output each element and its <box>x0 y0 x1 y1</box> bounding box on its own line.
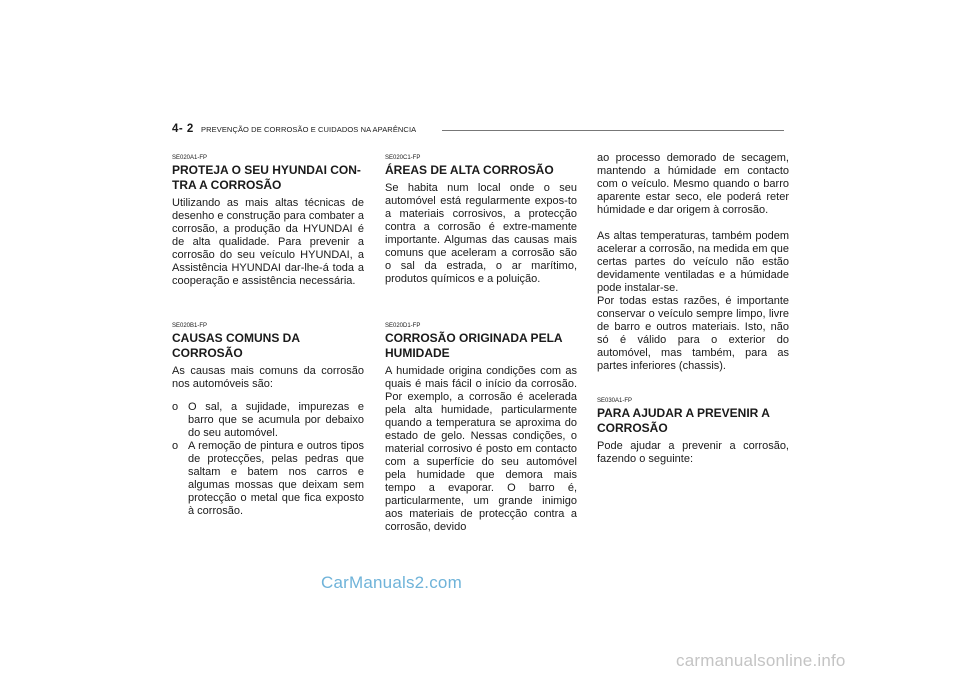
section-code: SE020A1-FP <box>172 155 208 161</box>
section-ajudar <box>597 398 789 466</box>
causes-list <box>172 401 364 518</box>
list-item-text: A remoção de pintura e outros tipos de protecções, pelas pedras que saltam e batem nos carros e algumas mossas que deixam sem protecção o metal que fica exposto à corrosão. <box>188 440 364 517</box>
section-paragraph: Utilizando as mais altas técnicas de desenho e construção para combater a corrosão, a produção da HYUNDAI é de alta qualidade. Para prevenir a corrosão do seu veículo HYUNDAI, a Assistência HYUNDAI dar-lhe-á toda a cooperação e assistência necessária. <box>172 197 364 287</box>
page-header <box>172 123 784 137</box>
list-item-text: O sal, a sujidade, impurezas e barro que se acumula por debaixo do seu automóvel. <box>188 401 364 439</box>
section-code: SE020D1-FP <box>385 323 421 329</box>
section-heading: ÁREAS DE ALTA CORROSÃO <box>385 163 554 177</box>
section-intro: As causas mais comuns da corrosão nos automóveis são: <box>172 365 364 390</box>
section-code: SE020C1-FP <box>385 155 421 161</box>
section-code: SE020B1-FP <box>172 323 208 329</box>
section-proteja <box>172 155 364 288</box>
bullet-marker: o <box>172 401 179 413</box>
watermark-carmanuals2-link[interactable]: CarManuals2.com <box>321 573 462 592</box>
section-continuation <box>597 152 789 373</box>
section-areas <box>385 155 577 286</box>
bullet-marker: o <box>172 440 179 452</box>
section-paragraph: A humidade origina condições com as quais é mais fácil o início da corrosão. Por exemplo, a corrosão é acelerada pela alta humidade, particularmente quando a temperatura se aproxima do estado de gelo. Nessas condições, o material corrosivo é posto em contacto com a superfície do seu automóvel pela humidade que demora mais tempo a evaporar. O barro é, particularmente, um grande inimigo aos materiais de protecção contra a corrosão, devido <box>385 365 577 533</box>
watermark-carmanualsonline-link[interactable]: carmanualsonline.info <box>676 651 846 670</box>
continuation-paragraph: As altas temperaturas, também podem acelerar a corrosão, na medida em que certas partes do veículo não estão devidamente ventiladas e a húmidade pode instalar-se. <box>597 230 789 294</box>
section-code: SE030A1-FP <box>597 398 633 404</box>
list-item <box>172 440 364 518</box>
section-humidade <box>385 323 577 534</box>
list-item <box>172 401 364 440</box>
chapter-title: PREVENÇÃO DE CORROSÃO E CUIDADOS NA APARÊNCIA <box>201 125 417 134</box>
section-paragraph: Pode ajudar a prevenir a corrosão, fazendo o seguinte: <box>597 440 789 465</box>
continuation-paragraph: Por todas estas razões, é importante conservar o veículo sempre limpo, livre de barro e outros materiais. Isto, não só é válido para o exterior do automóvel, mas também, para as partes inferiores (chassis). <box>597 295 789 372</box>
section-paragraph: Se habita num local onde o seu automóvel está regularmente expos-to a materiais corrosivos, a protecção contra a corrosão é extre-mamente importante. Algumas das causas mais comuns que aceleram a corrosão são o sal da estrada, o ar marítimo, produtos químicos e a poluição. <box>385 182 577 285</box>
section-causas <box>172 323 364 518</box>
page-number: 4- 2 <box>172 123 194 135</box>
section-heading: CAUSAS COMUNS DA CORROSÃO <box>172 331 300 360</box>
continuation-paragraph: ao processo demorado de secagem, mantendo a húmidade em contacto com o veículo. Mesmo quando o barro aparente estar seco, ele poderá reter húmidade e dar origem à corrosão. <box>597 152 789 216</box>
section-heading: PROTEJA O SEU HYUNDAI CON-TRA A CORROSÃO <box>172 163 361 192</box>
header-rule <box>442 130 784 131</box>
section-heading: CORROSÃO ORIGINADA PELA HUMIDADE <box>385 331 563 360</box>
section-heading: PARA AJUDAR A PREVENIR A CORROSÃO <box>597 406 770 435</box>
